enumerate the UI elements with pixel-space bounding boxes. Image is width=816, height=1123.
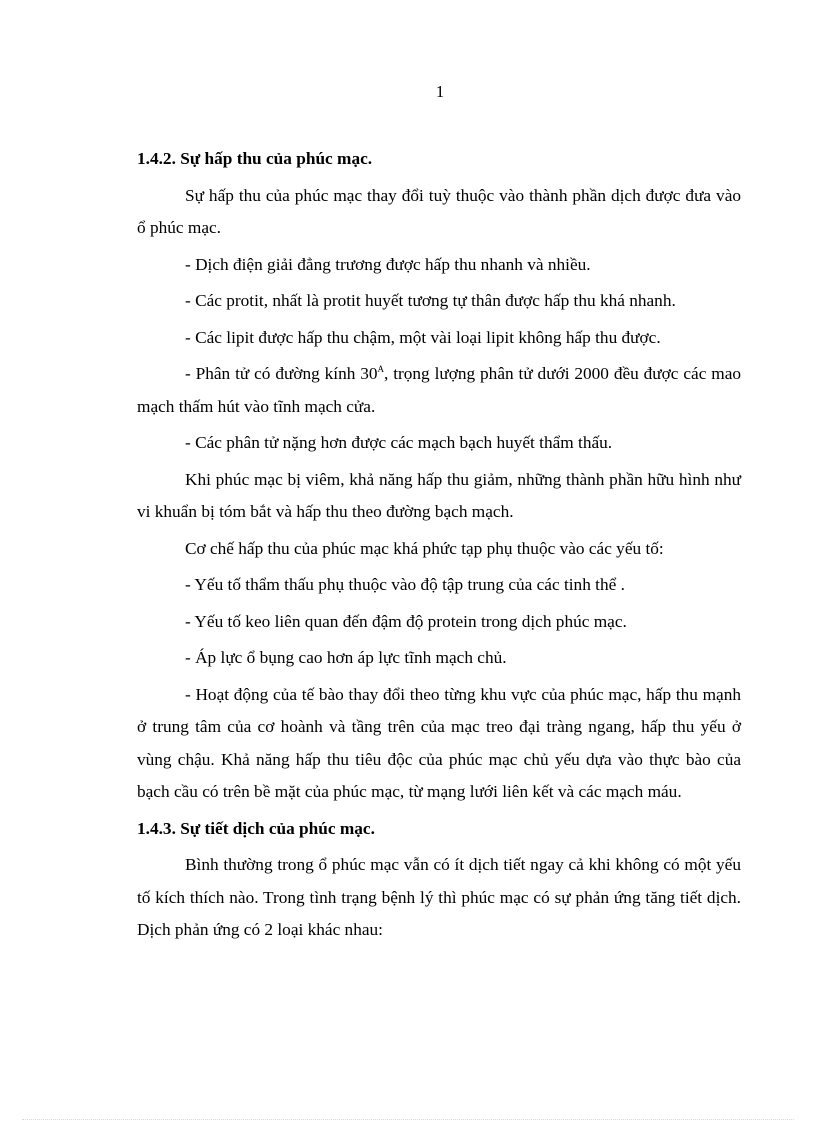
bullet-heavy-molecules: - Các phân tử nặng hơn được các mạch bạch huyết thẩm thấu.: [185, 433, 613, 452]
paragraph-secretion: Bình thường trong ổ phúc mạc vẫn có ít dịch tiết ngay cả khi không có một yếu tố kích thích nào. Trong tình trạng bệnh lý thì phúc mạc có sự phản ứng tăng tiết dịch. Dịch phản ứng có 2 loại khác nhau:: [137, 855, 741, 939]
heading-section-1-4-2: 1.4.2. Sự hấp thu của phúc mạc.: [137, 149, 373, 168]
bullet-electrolyte: - Dịch điện giải đẳng trương được hấp thu nhanh và nhiều.: [185, 254, 591, 274]
bullet-molecule-size: [137, 358, 741, 423]
paragraph-inflammation: Khi phúc mạc bị viêm, khả năng hấp thu giảm, những thành phần hữu hình như vi khuẩn bị tóm bắt và hấp thu theo đường bạch mạch.: [137, 469, 741, 521]
document-body: [137, 143, 741, 951]
paragraph-mechanism: Cơ chế hấp thu của phúc mạc khá phức tạp phụ thuộc vào các yếu tố:: [185, 538, 664, 558]
heading-section-1-4-3: 1.4.3. Sự tiết dịch của phúc mạc.: [137, 818, 375, 838]
angstrom-unit: A: [377, 364, 385, 375]
bullet-protein: - Các protit, nhất là protit huyết tương tự thân được hấp thu khá nhanh.: [185, 291, 676, 310]
paragraph-cell-activity: - Hoạt động của tế bào thay đổi theo từng khu vực của phúc mạc, hấp thu mạnh ở trung tâm của cơ hoành và tầng trên của mạc treo đại tràng ngang, hấp thu yếu ở vùng chậu. Khả năng hấp thu tiêu độc của phúc mạc chủ yếu dựa vào thực bào của bạch cầu có trên bề mặt của phúc mạc, từ mạng lưới liên kết và các mạch máu.: [137, 684, 741, 801]
bullet-pressure-factor: - Áp lực ổ bụng cao hơn áp lực tĩnh mạch chủ.: [185, 648, 507, 667]
molecule-text-before: - Phân tử có đường kính 30: [185, 364, 378, 383]
page-bottom-divider: [22, 1119, 794, 1120]
bullet-osmotic-factor: - Yếu tố thẩm thấu phụ thuộc vào độ tập trung của các tinh thể .: [185, 575, 625, 594]
bullet-lipid: - Các lipit được hấp thu chậm, một vài loại lipit không hấp thu được.: [185, 327, 661, 347]
paragraph-absorption-intro: Sự hấp thu của phúc mạc thay đổi tuỳ thuộc vào thành phần dịch được đưa vào ổ phúc mạc.: [137, 185, 741, 237]
bullet-colloid-factor: - Yếu tố keo liên quan đến đậm độ protein trong dịch phúc mạc.: [185, 611, 627, 631]
molecule-text-after: , trọng lượng phân tử dưới 2000 đều được các mao mạch thấm hút vào tĩnh mạch cửa.: [137, 364, 741, 416]
page-number: 1: [435, 82, 445, 101]
